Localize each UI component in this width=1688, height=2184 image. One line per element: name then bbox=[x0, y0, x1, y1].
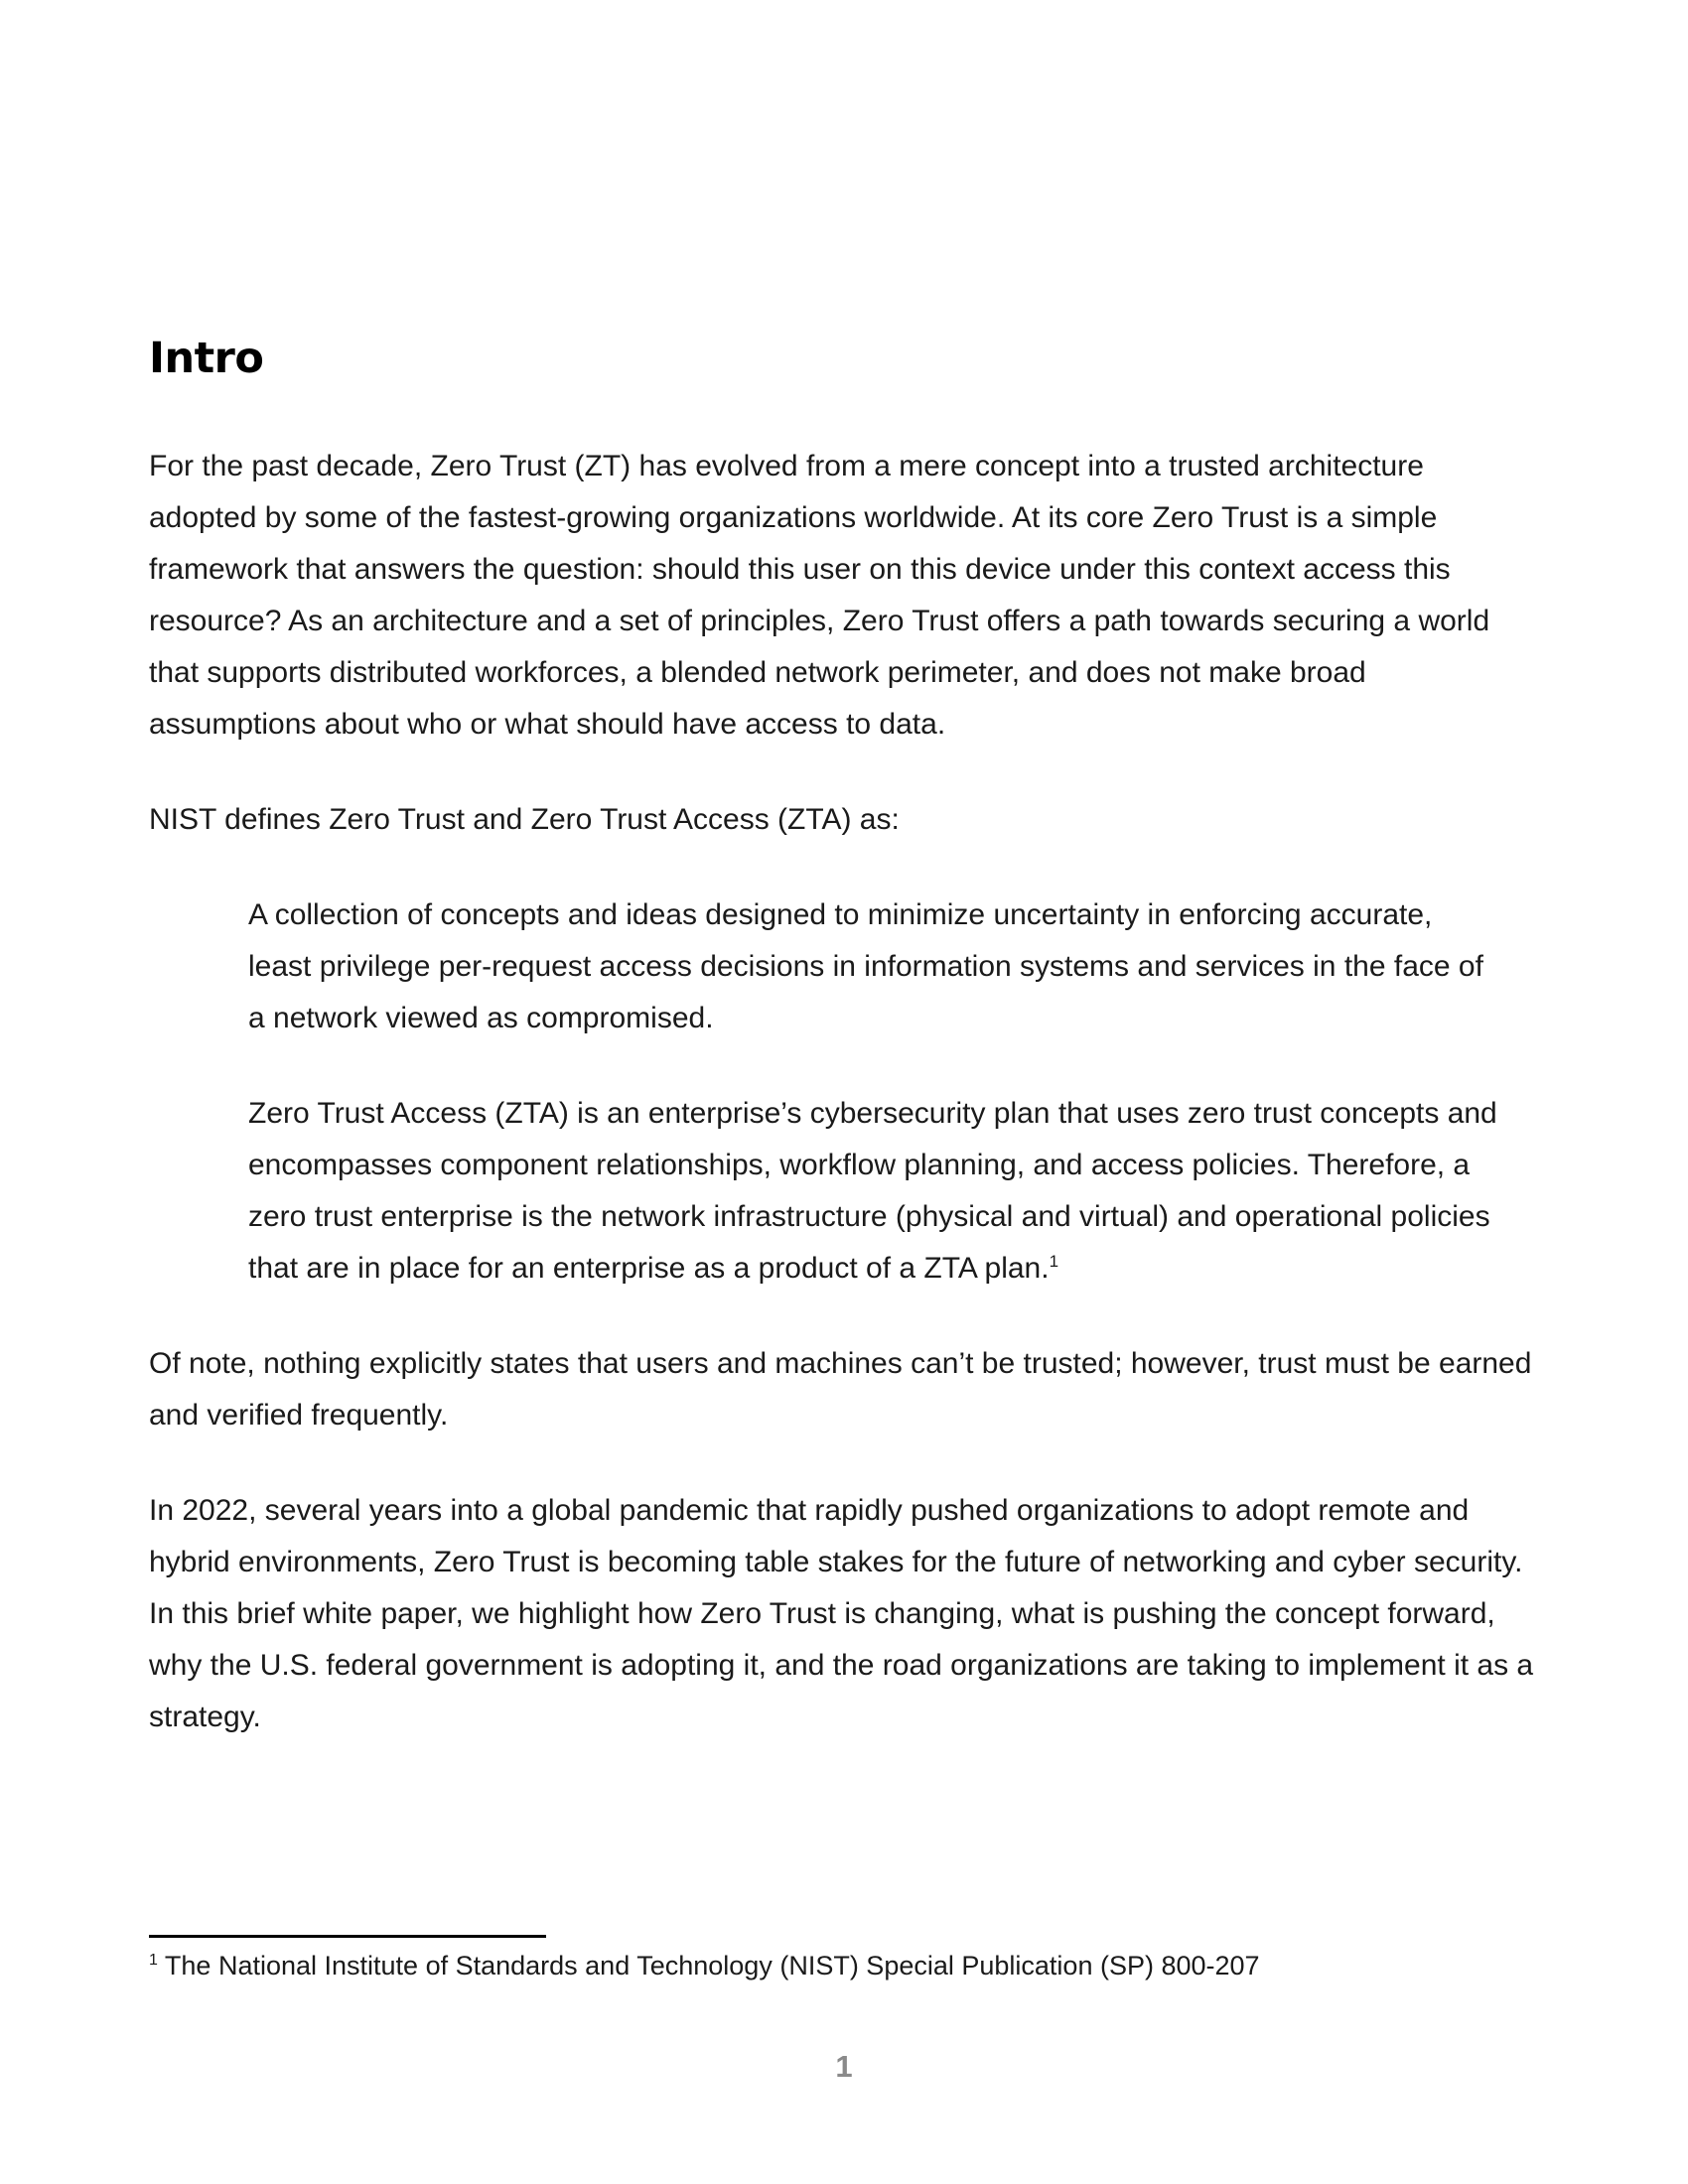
footnote-text: The National Institute of Standards and Technology (NIST) Special Publication (SP) 800-207 bbox=[164, 1951, 1260, 1980]
paragraph-intro: For the past decade, Zero Trust (ZT) has evolved from a mere concept into a trusted architecture adopted by some of the fastest-growing organizations worldwide. At its core Zero Trust is a simple framework that answers the question: should this user on this device under this context access this resource? As an architecture and a set of principles, Zero Trust offers a path towards securing a world that supports distributed workforces, a blended network perimeter, and does not make broad assumptions about who or what should have access to data. bbox=[149, 450, 1490, 741]
footnote-marker: 1 bbox=[149, 1952, 158, 1969]
block-quote-zta-text: Zero Trust Access (ZTA) is an enterprise’s cybersecurity plan that uses zero trust concepts and encompasses component relationships, workflow planning, and access policies. Therefore, a zero trust enterprise is the network infrastructure (physical and virtual) and operational policies that are in place for an enterprise as a product of a ZTA plan. bbox=[248, 1097, 1497, 1285]
section-heading: Intro bbox=[149, 334, 264, 383]
paragraph-nist-definition-lead: NIST defines Zero Trust and Zero Trust Access (ZTA) as: bbox=[149, 803, 900, 836]
page-number: 1 bbox=[835, 2049, 853, 2084]
paragraph-2022: In 2022, several years into a global pandemic that rapidly pushed organizations to adopt remote and hybrid environments, Zero Trust is becoming table stakes for the future of networking and cyber security. In this brief white paper, we highlight how Zero Trust is changing, what is pushing the concept forward, why the U.S. federal government is adopting it, and the road organizations are taking to implement it as a strategy. bbox=[149, 1494, 1534, 1733]
paragraph-of-note: Of note, nothing explicitly states that users and machines can’t be trusted; however, trust must be earned and verified frequently. bbox=[149, 1347, 1532, 1432]
block-quote-zero-trust: A collection of concepts and ideas designed to minimize uncertainty in enforcing accurate, least privilege per-request access decisions in information systems and services in the face of a network viewed as compromised. bbox=[248, 898, 1483, 1034]
footnote bbox=[149, 1948, 1260, 1983]
page-body bbox=[149, 334, 1539, 1787]
block-quote-zta bbox=[248, 1088, 1499, 1295]
footnote-divider bbox=[149, 1935, 546, 1938]
footnote-reference[interactable]: 1 bbox=[1049, 1252, 1059, 1271]
